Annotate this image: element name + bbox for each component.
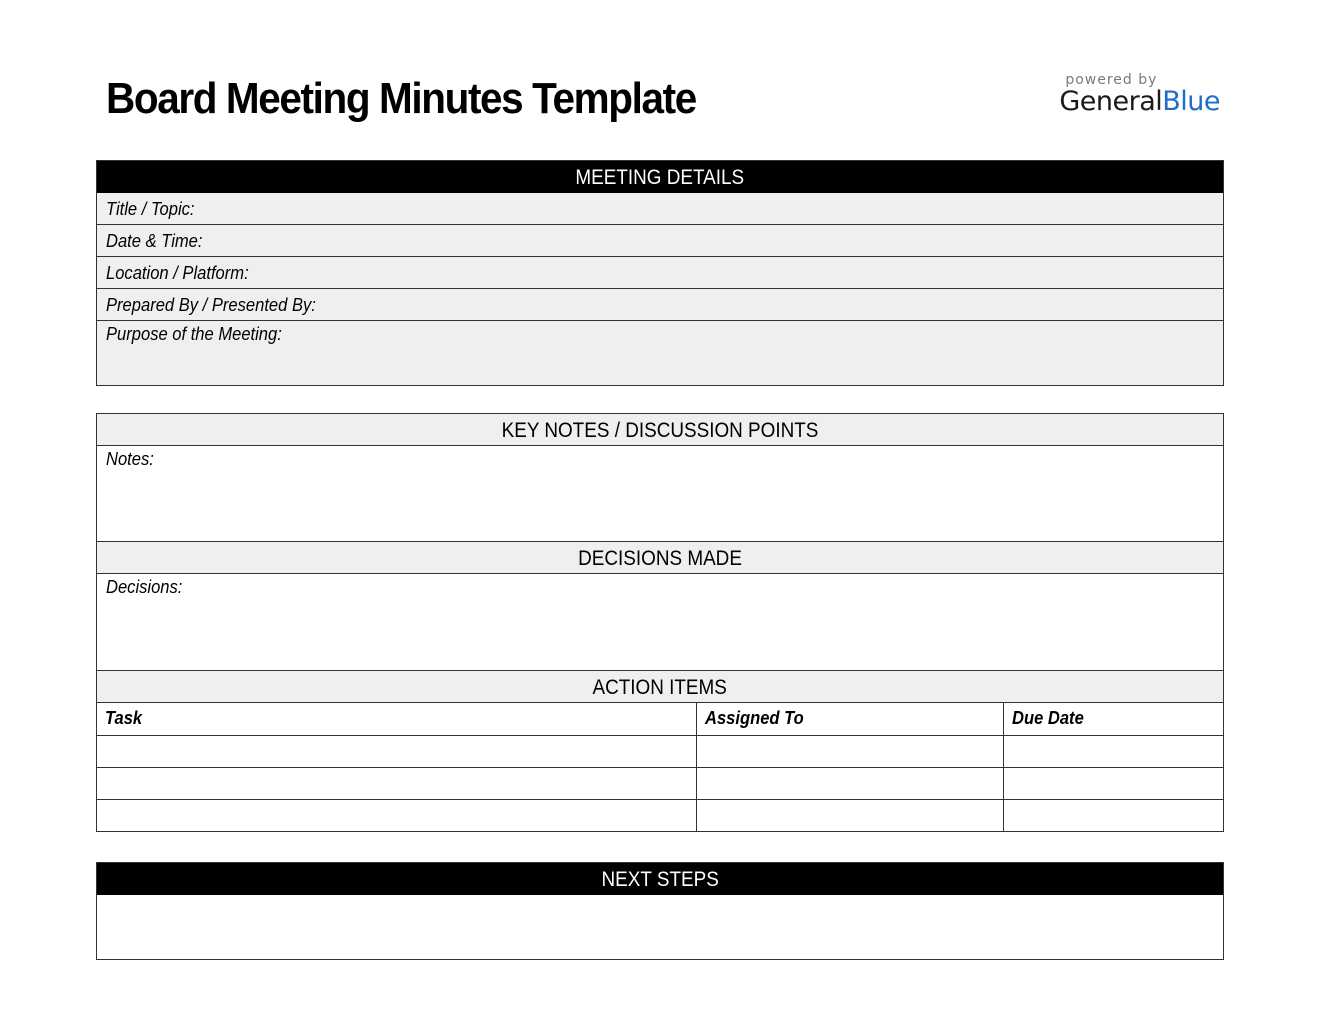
meeting-details-section [96,160,1224,386]
next-steps-header: NEXT STEPS [97,863,1223,895]
powered-by-label: powered by [1065,72,1158,88]
action-items-header: ACTION ITEMS [97,671,1223,703]
action-items-header-row [97,703,1223,735]
page-title: Board Meeting Minutes Template [106,74,696,123]
assigned-to-cell[interactable] [696,767,1003,799]
assigned-to-cell[interactable] [696,799,1003,831]
date-time-label: Date & Time: [106,231,203,251]
column-header-assigned-to: Assigned To [696,703,1003,735]
meeting-details-header: MEETING DETAILS [97,161,1223,193]
due-date-cell[interactable] [1003,735,1223,767]
title-topic-field[interactable] [97,193,1223,225]
due-date-cell[interactable] [1003,767,1223,799]
prepared-by-label: Prepared By / Presented By: [106,295,316,315]
table-row [97,767,1223,799]
column-header-task: Task [97,703,696,735]
prepared-by-field[interactable] [97,289,1223,321]
location-platform-label: Location / Platform: [106,263,249,283]
due-date-cell[interactable] [1003,799,1223,831]
task-cell[interactable] [97,735,696,767]
assigned-to-cell[interactable] [696,735,1003,767]
title-topic-label: Title / Topic: [106,199,195,219]
task-cell[interactable] [97,767,696,799]
date-time-field[interactable] [97,225,1223,257]
key-notes-header: KEY NOTES / DISCUSSION POINTS [97,414,1223,446]
brand-name-blue: Blue [1162,86,1220,117]
notes-label: Notes: [106,449,154,469]
decisions-label: Decisions: [106,577,183,597]
brand-name-general: General [1059,86,1163,117]
decisions-header: DECISIONS MADE [97,542,1223,574]
location-platform-field[interactable] [97,257,1223,289]
brand-logo[interactable] [1059,72,1220,117]
column-header-due-date: Due Date [1003,703,1223,735]
purpose-label: Purpose of the Meeting: [106,324,282,344]
decisions-field[interactable] [97,574,1223,671]
notes-decisions-actions-section [96,413,1224,832]
notes-field[interactable] [97,446,1223,542]
action-items-table [97,703,1223,831]
purpose-field[interactable] [97,321,1223,385]
next-steps-field[interactable] [97,895,1223,959]
brand-name [1059,86,1220,117]
next-steps-section [96,862,1224,960]
table-row [97,799,1223,831]
task-cell[interactable] [97,799,696,831]
table-row [97,735,1223,767]
